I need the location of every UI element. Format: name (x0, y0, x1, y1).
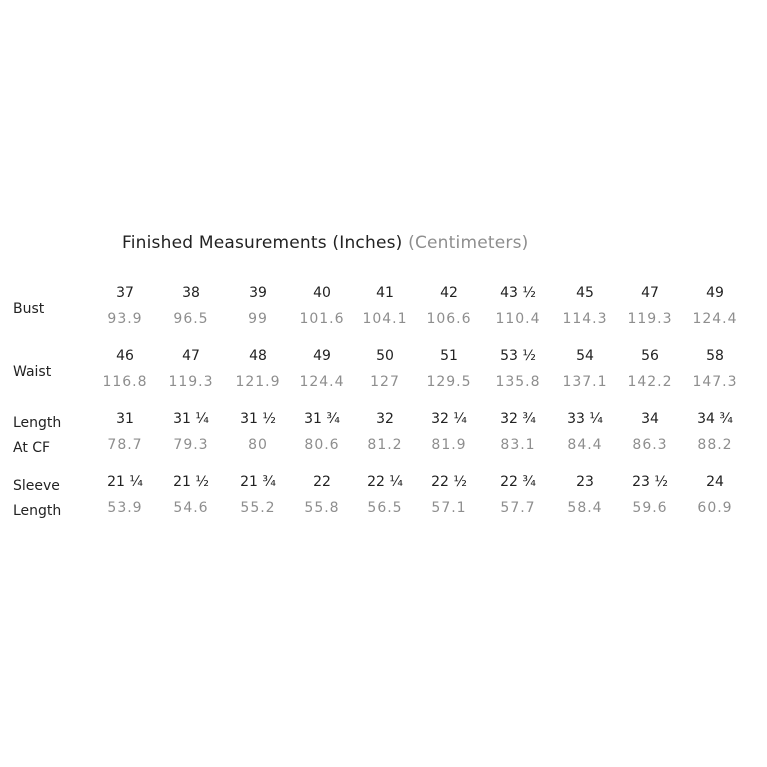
inch-value: 51 (440, 348, 458, 364)
centimeter-value: 110.4 (495, 311, 541, 327)
centimeter-value: 53.9 (107, 500, 143, 516)
title-inches: Finished Measurements (Inches) (122, 233, 403, 253)
centimeter-value: 55.2 (240, 500, 276, 516)
centimeter-value: 81.2 (367, 437, 403, 453)
centimeter-value: 57.1 (431, 500, 467, 516)
centimeter-value: 124.4 (299, 374, 345, 390)
inch-value: 56 (641, 348, 659, 364)
centimeter-value: 80 (248, 437, 268, 453)
inch-value: 21 ½ (173, 474, 209, 490)
centimeter-value: 119.3 (627, 311, 673, 327)
inch-value: 46 (116, 348, 134, 364)
centimeter-value: 59.6 (632, 500, 668, 516)
title-centimeters: (Centimeters) (408, 233, 529, 253)
inch-value: 23 (576, 474, 594, 490)
centimeter-value: 80.6 (304, 437, 340, 453)
inch-value: 38 (182, 285, 200, 301)
centimeter-value: 114.3 (562, 311, 608, 327)
row-label: Bust (13, 301, 45, 317)
centimeter-value: 121.9 (235, 374, 281, 390)
centimeter-value: 99 (248, 311, 268, 327)
inch-value: 24 (706, 474, 724, 490)
inch-value: 23 ½ (632, 474, 668, 490)
inch-value: 31 ½ (240, 411, 276, 427)
centimeter-value: 137.1 (562, 374, 608, 390)
centimeter-value: 83.1 (500, 437, 536, 453)
centimeter-value: 96.5 (173, 311, 209, 327)
centimeter-value: 104.1 (362, 311, 408, 327)
centimeter-value: 55.8 (304, 500, 340, 516)
centimeter-value: 84.4 (567, 437, 603, 453)
inch-value: 43 ½ (500, 285, 536, 301)
inch-value: 49 (706, 285, 724, 301)
row-label: Waist (13, 364, 52, 380)
centimeter-value: 142.2 (627, 374, 673, 390)
inch-value: 33 ¼ (567, 411, 603, 427)
inch-value: 21 ¼ (107, 474, 143, 490)
inch-value: 21 ¾ (240, 474, 276, 490)
centimeter-value: 79.3 (173, 437, 209, 453)
inch-value: 48 (249, 348, 267, 364)
centimeter-value: 86.3 (632, 437, 668, 453)
inch-value: 31 (116, 411, 134, 427)
inch-value: 50 (376, 348, 394, 364)
centimeter-value: 147.3 (692, 374, 738, 390)
centimeter-value: 129.5 (426, 374, 472, 390)
inch-value: 45 (576, 285, 594, 301)
centimeter-value: 60.9 (697, 500, 733, 516)
inch-value: 41 (376, 285, 394, 301)
centimeter-value: 57.7 (500, 500, 536, 516)
row-label: Length (13, 415, 62, 431)
centimeter-value: 101.6 (299, 311, 345, 327)
inch-value: 58 (706, 348, 724, 364)
inch-value: 22 ¼ (367, 474, 403, 490)
inch-value: 31 ¼ (173, 411, 209, 427)
centimeter-value: 116.8 (102, 374, 148, 390)
inch-value: 47 (641, 285, 659, 301)
centimeter-value: 81.9 (431, 437, 467, 453)
table-title (122, 233, 528, 253)
inch-value: 37 (116, 285, 134, 301)
centimeter-value: 106.6 (426, 311, 472, 327)
inch-value: 22 ½ (431, 474, 467, 490)
centimeter-value: 88.2 (697, 437, 733, 453)
inch-value: 32 (376, 411, 394, 427)
inch-value: 54 (576, 348, 594, 364)
row-label: Sleeve (13, 478, 60, 494)
inch-value: 32 ¾ (500, 411, 536, 427)
row-label: At CF (13, 440, 51, 456)
inch-value: 47 (182, 348, 200, 364)
centimeter-value: 127 (370, 374, 400, 390)
inch-value: 31 ¾ (304, 411, 340, 427)
inch-value: 40 (313, 285, 331, 301)
inch-value: 42 (440, 285, 458, 301)
centimeter-value: 93.9 (107, 311, 143, 327)
centimeter-value: 135.8 (495, 374, 541, 390)
centimeter-value: 124.4 (692, 311, 738, 327)
inch-value: 34 ¾ (697, 411, 733, 427)
inch-value: 39 (249, 285, 267, 301)
centimeter-value: 58.4 (567, 500, 603, 516)
inch-value: 22 (313, 474, 331, 490)
inch-value: 22 ¾ (500, 474, 536, 490)
inch-value: 53 ½ (500, 348, 536, 364)
centimeter-value: 54.6 (173, 500, 209, 516)
centimeter-value: 78.7 (107, 437, 143, 453)
centimeter-value: 56.5 (367, 500, 403, 516)
inch-value: 49 (313, 348, 331, 364)
centimeter-value: 119.3 (168, 374, 214, 390)
inch-value: 34 (641, 411, 659, 427)
row-label: Length (13, 503, 62, 519)
inch-value: 32 ¼ (431, 411, 467, 427)
